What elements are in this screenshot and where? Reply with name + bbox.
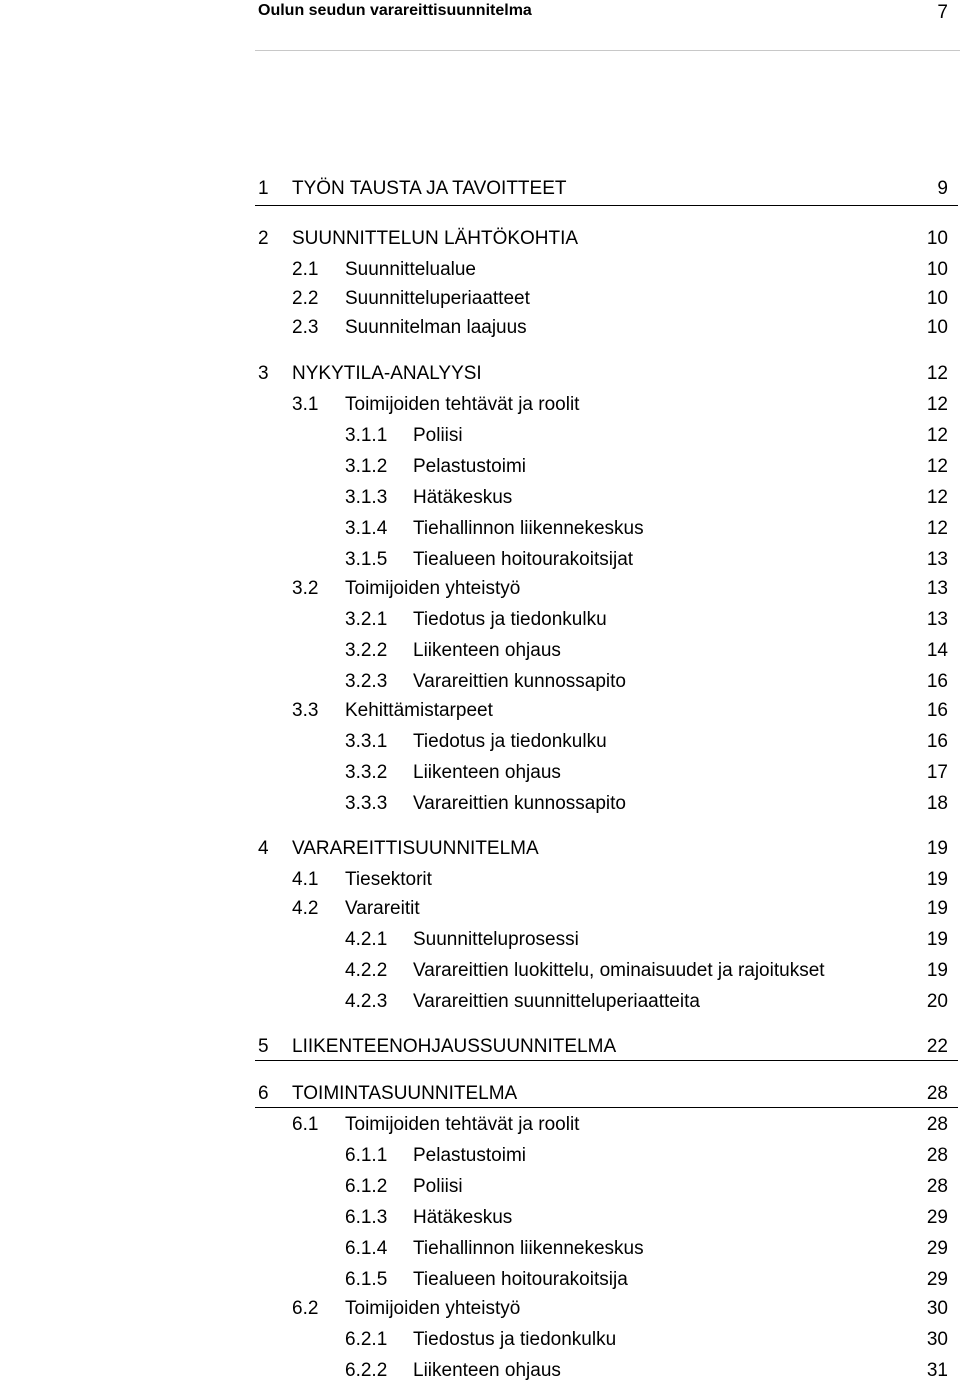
toc-entry[interactable] bbox=[0, 1175, 960, 1199]
running-header-title: Oulun seudun varareittisuunnitelma bbox=[258, 2, 532, 19]
toc-entry-title: Pelastustoimi bbox=[413, 456, 526, 477]
toc-entry[interactable] bbox=[0, 486, 960, 510]
toc-entry-number: 6 bbox=[258, 1083, 269, 1104]
toc-entry[interactable] bbox=[0, 792, 960, 816]
toc-entry-number: 6.1.2 bbox=[345, 1176, 388, 1197]
toc-entry-number: 3.3 bbox=[292, 700, 319, 721]
toc-entry[interactable] bbox=[0, 1359, 960, 1383]
chapter-divider bbox=[255, 1060, 958, 1061]
toc-entry-title: Tiehallinnon liikennekeskus bbox=[413, 1238, 644, 1259]
toc-entry-number: 6.1.4 bbox=[345, 1238, 388, 1259]
toc-entry-page: 19 bbox=[926, 869, 948, 890]
toc-entry-page: 10 bbox=[926, 288, 948, 309]
toc-entry-page: 20 bbox=[926, 991, 948, 1012]
toc-entry-page: 28 bbox=[926, 1176, 948, 1197]
toc-entry-number: 3.1 bbox=[292, 394, 319, 415]
toc-entry-page: 29 bbox=[926, 1207, 948, 1228]
toc-entry-number: 2.1 bbox=[292, 259, 319, 280]
toc-entry-page: 13 bbox=[926, 609, 948, 630]
toc-entry-title: Tiealueen hoitourakoitsijat bbox=[413, 549, 634, 570]
toc-entry-title: Hätäkeskus bbox=[413, 1207, 513, 1228]
toc-entry-page: 17 bbox=[926, 762, 948, 783]
toc-entry-title: Varareittien luokittelu, ominaisuudet ja rajoitukset bbox=[413, 960, 825, 981]
toc-entry[interactable] bbox=[0, 761, 960, 785]
toc-entry[interactable] bbox=[0, 699, 960, 723]
toc-entry-number: 3.3.1 bbox=[345, 731, 388, 752]
toc-entry-page: 13 bbox=[926, 549, 948, 570]
toc-entry[interactable] bbox=[0, 1144, 960, 1168]
toc-entry-title: Suunnittelualue bbox=[345, 259, 476, 280]
toc-entry-number: 6.1 bbox=[292, 1114, 319, 1135]
toc-entry-title: Suunnitelman laajuus bbox=[345, 317, 527, 338]
toc-entry[interactable] bbox=[0, 287, 960, 311]
toc-entry-number: 4.2.2 bbox=[345, 960, 388, 981]
toc-entry-title: TOIMINTASUUNNITELMA bbox=[292, 1083, 518, 1104]
toc-entry-number: 3.2.1 bbox=[345, 609, 388, 630]
toc-entry[interactable] bbox=[0, 548, 960, 572]
toc-entry-title: Suunnitteluprosessi bbox=[413, 929, 579, 950]
toc-entry-title: Suunnitteluperiaatteet bbox=[345, 288, 530, 309]
toc-entry-title: Varareitit bbox=[345, 898, 420, 919]
toc-entry[interactable] bbox=[0, 1328, 960, 1352]
toc-entry-page: 31 bbox=[926, 1360, 948, 1381]
toc-entry-number: 2.2 bbox=[292, 288, 319, 309]
toc-entry-number: 6.2 bbox=[292, 1298, 319, 1319]
toc-entry[interactable] bbox=[0, 517, 960, 541]
toc-entry[interactable] bbox=[0, 1297, 960, 1321]
toc-entry-title: Kehittämistarpeet bbox=[345, 700, 493, 721]
toc-entry-number: 3.1.1 bbox=[345, 425, 388, 446]
toc-entry[interactable] bbox=[0, 1206, 960, 1230]
toc-entry[interactable] bbox=[0, 362, 960, 386]
toc-entry-page: 29 bbox=[926, 1238, 948, 1259]
toc-entry-title: Hätäkeskus bbox=[413, 487, 513, 508]
toc-entry-title: Toimijoiden yhteistyö bbox=[345, 1298, 521, 1319]
toc-entry-title: Poliisi bbox=[413, 1176, 463, 1197]
toc-entry-number: 4.1 bbox=[292, 869, 319, 890]
toc-entry-title: TYÖN TAUSTA JA TAVOITTEET bbox=[292, 178, 567, 199]
toc-entry-number: 6.2.2 bbox=[345, 1360, 388, 1381]
toc-entry-page: 12 bbox=[926, 394, 948, 415]
toc-entry-number: 1 bbox=[258, 178, 269, 199]
toc-entry-page: 12 bbox=[926, 487, 948, 508]
toc-entry[interactable] bbox=[0, 424, 960, 448]
page-number: 7 bbox=[937, 2, 948, 23]
toc-entry-title: Tiealueen hoitourakoitsija bbox=[413, 1269, 628, 1290]
toc-entry-number: 3 bbox=[258, 363, 269, 384]
toc-entry-number: 4 bbox=[258, 838, 269, 859]
toc-entry-page: 9 bbox=[937, 178, 948, 199]
toc-entry-number: 3.1.3 bbox=[345, 487, 388, 508]
toc-entry-title: Varareittien kunnossapito bbox=[413, 793, 626, 814]
toc-entry-number: 3.3.2 bbox=[345, 762, 388, 783]
toc-entry[interactable] bbox=[0, 959, 960, 983]
toc-entry-page: 19 bbox=[926, 898, 948, 919]
toc-entry-title: NYKYTILA-ANALYYSI bbox=[292, 363, 482, 384]
toc-entry-page: 28 bbox=[926, 1083, 948, 1104]
toc-entry[interactable] bbox=[0, 1082, 960, 1106]
toc-entry[interactable] bbox=[0, 177, 960, 201]
toc-entry-page: 22 bbox=[926, 1036, 948, 1057]
toc-entry-title: Varareittien kunnossapito bbox=[413, 671, 626, 692]
toc-entry-number: 4.2.1 bbox=[345, 929, 388, 950]
toc-entry-title: Tiedotus ja tiedonkulku bbox=[413, 609, 607, 630]
toc-entry-page: 12 bbox=[926, 518, 948, 539]
toc-entry-page: 29 bbox=[926, 1269, 948, 1290]
toc-entry[interactable] bbox=[0, 393, 960, 417]
toc-entry[interactable] bbox=[0, 1113, 960, 1137]
toc-entry-number: 6.1.5 bbox=[345, 1269, 388, 1290]
toc-entry-number: 6.1.1 bbox=[345, 1145, 388, 1166]
toc-entry-number: 4.2.3 bbox=[345, 991, 388, 1012]
toc-entry-title: Tiedostus ja tiedonkulku bbox=[413, 1329, 617, 1350]
toc-entry-page: 10 bbox=[926, 317, 948, 338]
toc-entry[interactable] bbox=[0, 670, 960, 694]
chapter-divider bbox=[255, 205, 958, 206]
toc-entry[interactable] bbox=[0, 1237, 960, 1261]
toc-entry-title: SUUNNITTELUN LÄHTÖKOHTIA bbox=[292, 228, 579, 249]
toc-entry-page: 30 bbox=[926, 1329, 948, 1350]
toc-entry-number: 3.1.4 bbox=[345, 518, 388, 539]
toc-entry-title: Toimijoiden yhteistyö bbox=[345, 578, 521, 599]
toc-entry-title: Liikenteen ohjaus bbox=[413, 640, 561, 661]
toc-entry-number: 3.1.2 bbox=[345, 456, 388, 477]
toc-entry-page: 14 bbox=[926, 640, 948, 661]
toc-entry-page: 19 bbox=[926, 960, 948, 981]
toc-entry-title: Liikenteen ohjaus bbox=[413, 1360, 561, 1381]
toc-entry-page: 18 bbox=[926, 793, 948, 814]
toc-entry-number: 2.3 bbox=[292, 317, 319, 338]
toc-entry-title: Toimijoiden tehtävät ja roolit bbox=[345, 394, 580, 415]
toc-entry-title: Pelastustoimi bbox=[413, 1145, 526, 1166]
toc-entry-title: Toimijoiden tehtävät ja roolit bbox=[345, 1114, 580, 1135]
toc-entry-page: 19 bbox=[926, 929, 948, 950]
toc-entry-page: 28 bbox=[926, 1114, 948, 1135]
toc-entry-number: 3.2.2 bbox=[345, 640, 388, 661]
toc-entry-page: 16 bbox=[926, 671, 948, 692]
toc-entry-title: Tiesektorit bbox=[345, 869, 432, 890]
toc-entry[interactable] bbox=[0, 837, 960, 861]
header-divider bbox=[255, 50, 960, 51]
toc-entry-number: 3.1.5 bbox=[345, 549, 388, 570]
toc-entry-title: Liikenteen ohjaus bbox=[413, 762, 561, 783]
toc-entry-page: 28 bbox=[926, 1145, 948, 1166]
toc-entry[interactable] bbox=[0, 577, 960, 601]
toc-entry-page: 19 bbox=[926, 838, 948, 859]
toc-entry[interactable] bbox=[0, 316, 960, 340]
chapter-divider bbox=[255, 1107, 958, 1108]
toc-entry-title: LIIKENTEENOHJAUSSUUNNITELMA bbox=[292, 1036, 617, 1057]
toc-entry[interactable] bbox=[0, 455, 960, 479]
toc-entry[interactable] bbox=[0, 258, 960, 282]
toc-entry-page: 13 bbox=[926, 578, 948, 599]
toc-entry-number: 2 bbox=[258, 228, 269, 249]
toc-entry-page: 12 bbox=[926, 456, 948, 477]
toc-entry-number: 5 bbox=[258, 1036, 269, 1057]
toc-entry-title: Tiehallinnon liikennekeskus bbox=[413, 518, 644, 539]
toc-entry-page: 16 bbox=[926, 700, 948, 721]
toc-entry-title: VARAREITTISUUNNITELMA bbox=[292, 838, 539, 859]
toc-entry[interactable] bbox=[0, 990, 960, 1014]
toc-entry-number: 3.3.3 bbox=[345, 793, 388, 814]
toc-entry[interactable] bbox=[0, 897, 960, 921]
toc-entry-title: Varareittien suunnitteluperiaatteita bbox=[413, 991, 700, 1012]
toc-entry[interactable] bbox=[0, 1268, 960, 1292]
toc-entry[interactable] bbox=[0, 608, 960, 632]
toc-entry[interactable] bbox=[0, 639, 960, 663]
toc-entry-number: 4.2 bbox=[292, 898, 319, 919]
toc-entry[interactable] bbox=[0, 227, 960, 251]
toc-entry[interactable] bbox=[0, 1035, 960, 1059]
toc-entry-title: Poliisi bbox=[413, 425, 463, 446]
toc-entry[interactable] bbox=[0, 868, 960, 892]
toc-entry-number: 6.1.3 bbox=[345, 1207, 388, 1228]
toc-entry[interactable] bbox=[0, 928, 960, 952]
toc-entry-page: 12 bbox=[926, 425, 948, 446]
toc-entry-page: 30 bbox=[926, 1298, 948, 1319]
toc-entry-number: 6.2.1 bbox=[345, 1329, 388, 1350]
toc-entry-page: 10 bbox=[926, 228, 948, 249]
toc-entry[interactable] bbox=[0, 730, 960, 754]
toc-entry-page: 10 bbox=[926, 259, 948, 280]
toc-entry-page: 12 bbox=[926, 363, 948, 384]
toc-entry-title: Tiedotus ja tiedonkulku bbox=[413, 731, 607, 752]
toc-entry-number: 3.2 bbox=[292, 578, 319, 599]
toc-entry-page: 16 bbox=[926, 731, 948, 752]
toc-entry-number: 3.2.3 bbox=[345, 671, 388, 692]
